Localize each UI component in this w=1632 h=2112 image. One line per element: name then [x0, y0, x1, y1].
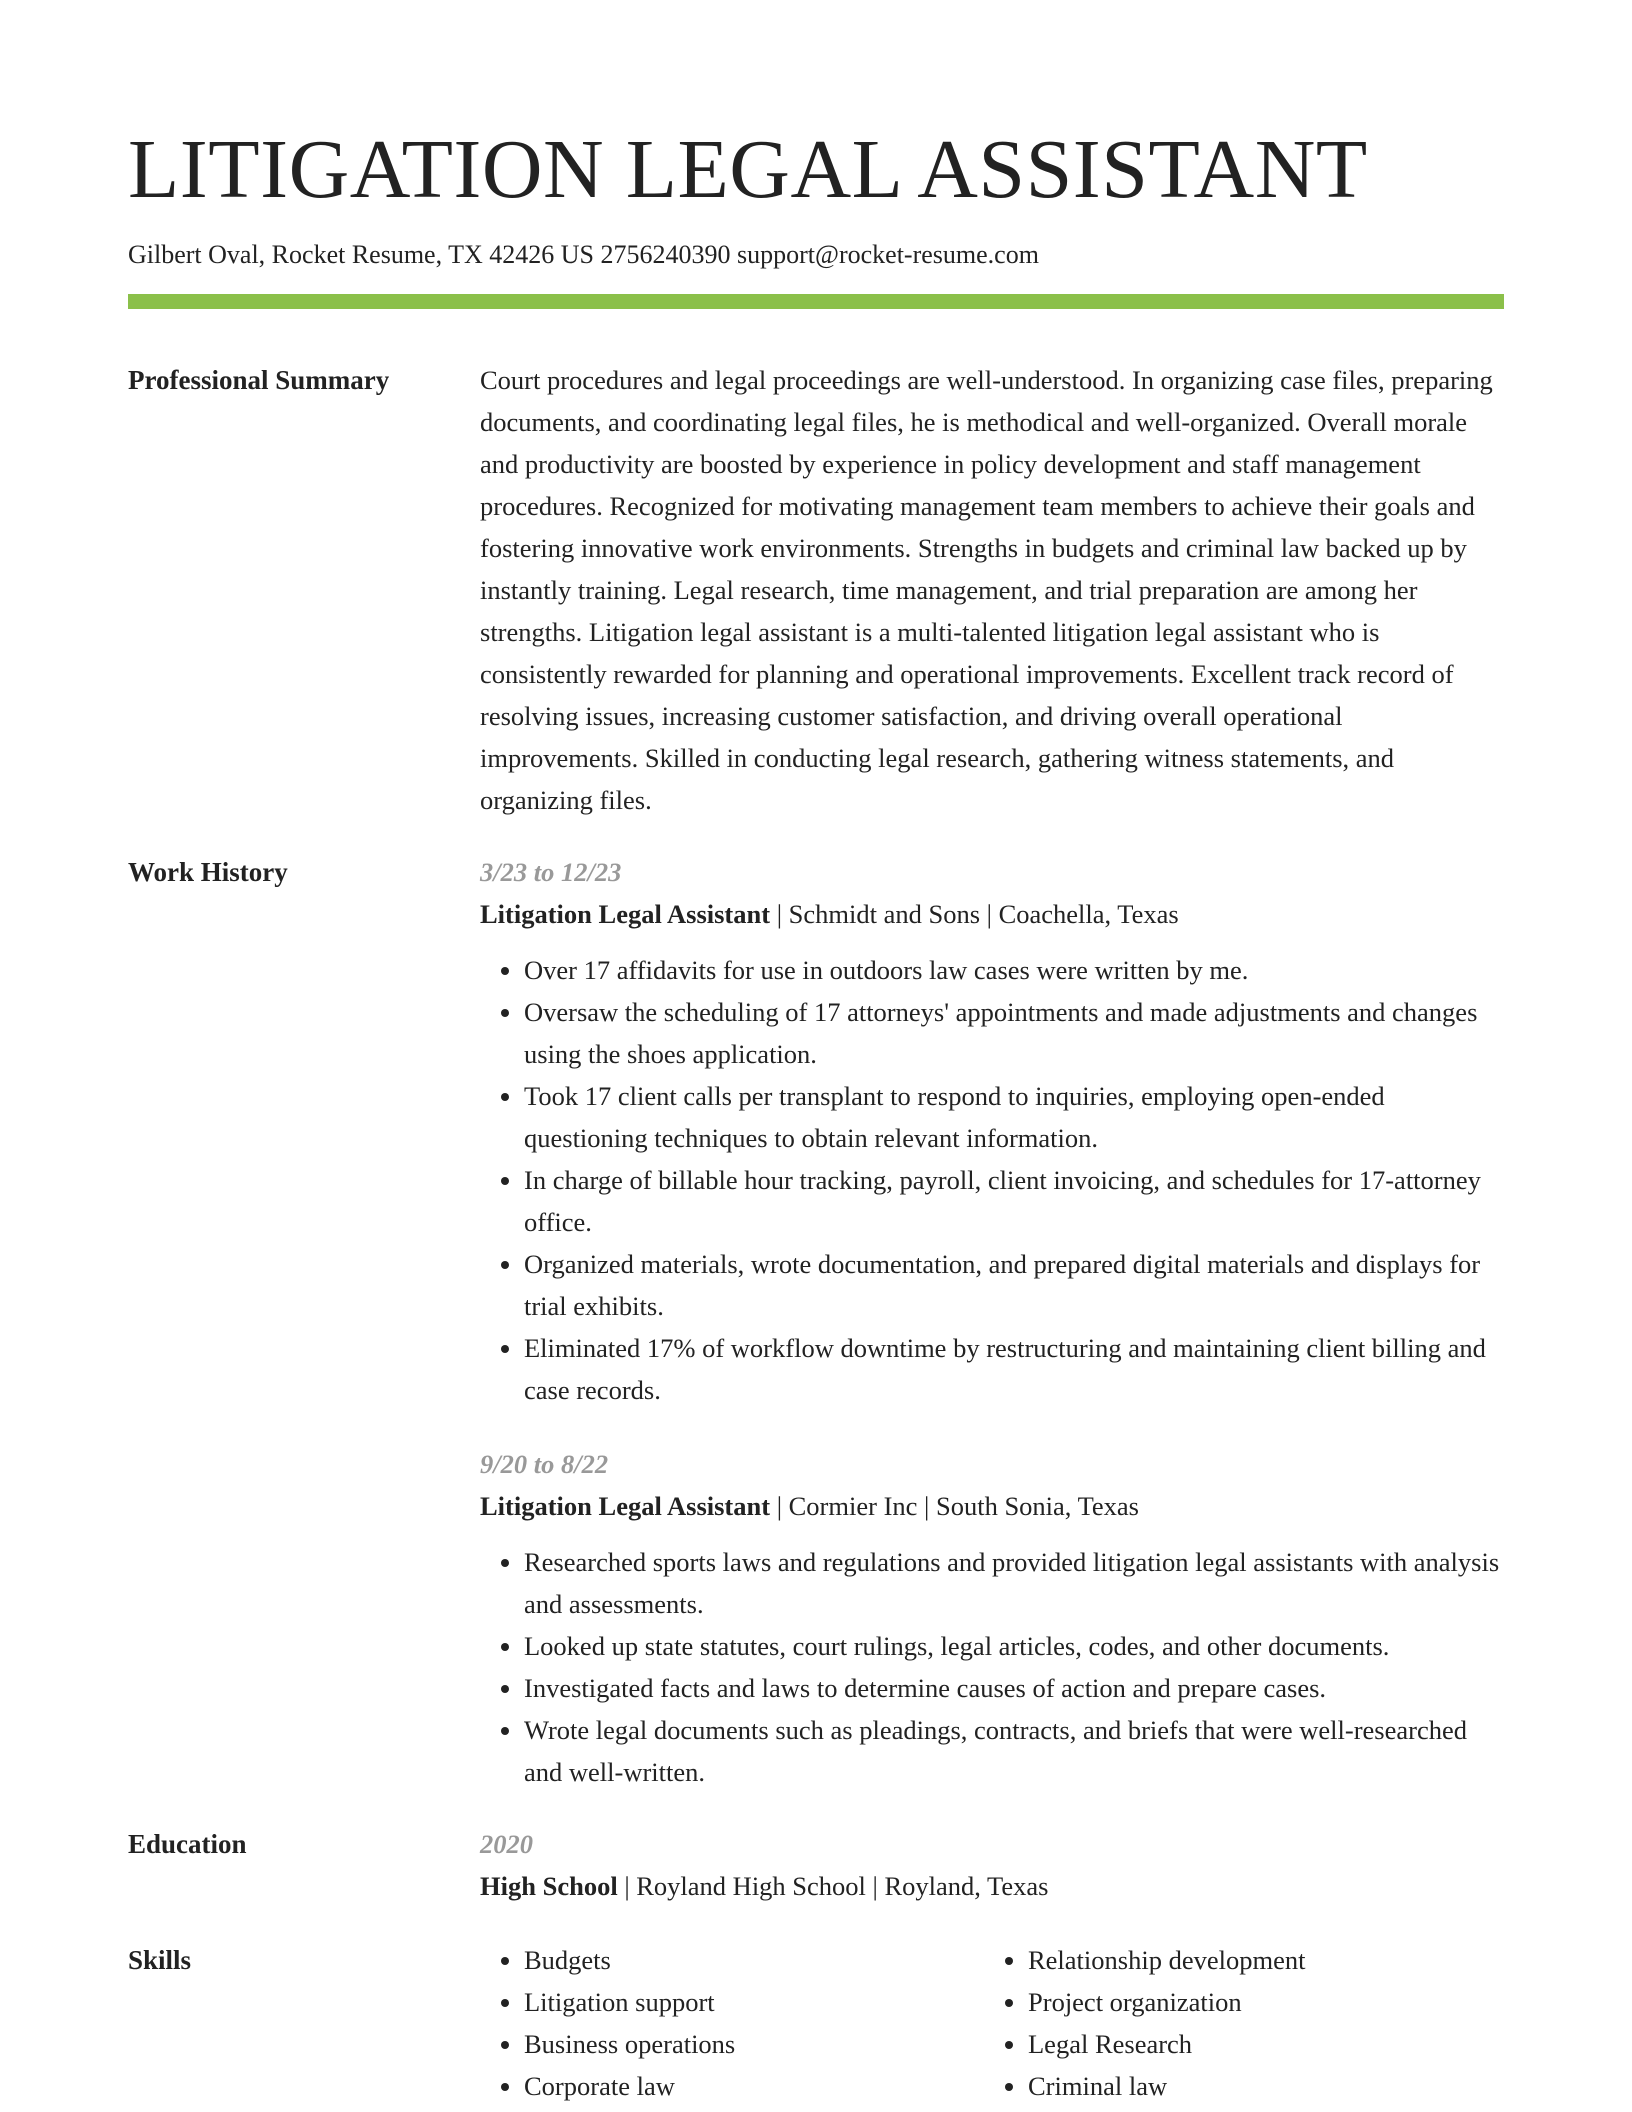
- skills-section: [128, 1939, 1504, 2107]
- contact-line: Gilbert Oval, Rocket Resume, TX 42426 US 2756240390 support@rocket-resume.com: [128, 240, 1039, 269]
- skill-item: • Project organization: [1028, 1981, 1488, 2023]
- job-dates: 9/20 to 8/22: [480, 1449, 609, 1479]
- work-history-label: Work History: [128, 857, 288, 887]
- skill-item: • Corporate law: [524, 2065, 984, 2107]
- job-details: | Cormier Inc | South Sonia, Texas: [770, 1491, 1139, 1521]
- skills-list-right: [984, 1939, 1488, 2107]
- job-heading: [480, 1485, 1504, 1527]
- education-label: Education: [128, 1829, 247, 1859]
- resume-page: [128, 0, 1504, 2107]
- skill-item: • Litigation support: [524, 1981, 984, 2023]
- job-bullet: • Took 17 client calls per transplant to respond to inquiries, employing open-ended questioning techniques to obtain relevant information.: [524, 1075, 1504, 1159]
- job-dates: 3/23 to 12/23: [480, 857, 622, 887]
- skill-item: • Criminal law: [1028, 2065, 1488, 2107]
- job-heading: [480, 893, 1504, 935]
- work-history-section: [128, 851, 1504, 1793]
- summary-section: [128, 359, 1504, 821]
- job-bullets: [480, 949, 1504, 1411]
- skills-label: Skills: [128, 1945, 192, 1975]
- job-details: | Schmidt and Sons | Coachella, Texas: [770, 899, 1179, 929]
- summary-label: Professional Summary: [128, 365, 390, 395]
- job-bullet: • Organized materials, wrote documentation, and prepared digital materials and displays for trial exhibits.: [524, 1243, 1504, 1327]
- skill-item: • Business operations: [524, 2023, 984, 2065]
- job-bullet: • Researched sports laws and regulations and provided litigation legal assistants with analysis and assessments.: [524, 1541, 1504, 1625]
- job-bullet: • Eliminated 17% of workflow downtime by restructuring and maintaining client billing and case records.: [524, 1327, 1504, 1411]
- skills-list-left: [480, 1939, 984, 2107]
- accent-divider: [128, 294, 1504, 309]
- job-bullet: • Wrote legal documents such as pleadings, contracts, and briefs that were well-researched and well-written.: [524, 1709, 1504, 1793]
- job-entry: [480, 851, 1504, 1411]
- skill-item: • Budgets: [524, 1939, 984, 1981]
- job-bullet: • Over 17 affidavits for use in outdoors law cases were written by me.: [524, 949, 1504, 991]
- job-bullet: • In charge of billable hour tracking, payroll, client invoicing, and schedules for 17-attorney office.: [524, 1159, 1504, 1243]
- job-bullets: [480, 1541, 1504, 1793]
- job-bullet: • Oversaw the scheduling of 17 attorneys' appointments and made adjustments and changes using the shoes application.: [524, 991, 1504, 1075]
- education-degree: High School: [480, 1871, 618, 1901]
- job-bullet: • Investigated facts and laws to determine causes of action and prepare cases.: [524, 1667, 1504, 1709]
- education-section: [128, 1823, 1504, 1907]
- skills-grid: [480, 1939, 1504, 2107]
- summary-text: Court procedures and legal proceedings are well-understood. In organizing case files, preparing documents, and coordinating legal files, he is methodical and well-organized. Overall morale and productivity are boosted by experience in policy development and staff management procedures. Recognized for motivating management team members to achieve their goals and fostering innovative work environments. Strengths in budgets and criminal law backed up by instantly training. Legal research, time management, and trial preparation are among her strengths. Litigation legal assistant is a multi-talented litigation legal assistant who is consistently rewarded for planning and operational improvements. Excellent track record of resolving issues, increasing customer satisfaction, and driving overall operational improvements. Skilled in conducting legal research, gathering witness statements, and organizing files.: [480, 365, 1493, 815]
- job-title: Litigation Legal Assistant: [480, 1491, 771, 1521]
- job-entry: [480, 1443, 1504, 1793]
- education-heading: [480, 1865, 1504, 1907]
- skill-item: • Relationship development: [1028, 1939, 1488, 1981]
- resume-name-heading: LITIGATION LEGAL ASSISTANT: [128, 123, 1368, 216]
- job-title: Litigation Legal Assistant: [480, 899, 771, 929]
- job-bullet: • Looked up state statutes, court rulings, legal articles, codes, and other documents.: [524, 1625, 1504, 1667]
- education-details: | Royland High School | Royland, Texas: [617, 1871, 1049, 1901]
- education-year: 2020: [480, 1829, 533, 1859]
- skill-item: • Legal Research: [1028, 2023, 1488, 2065]
